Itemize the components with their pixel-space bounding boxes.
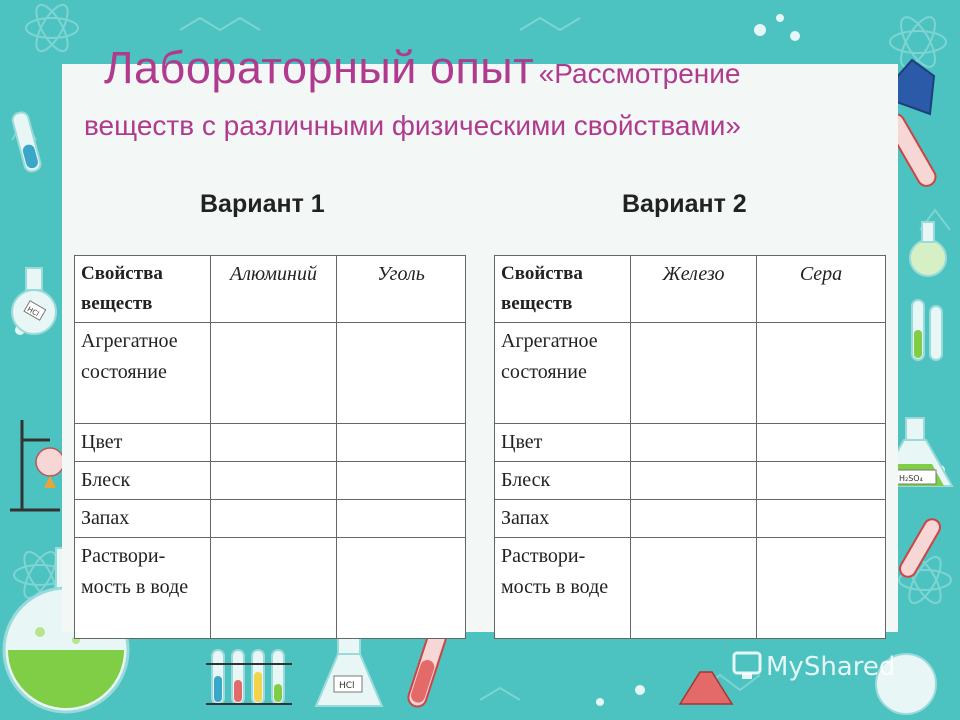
svg-text:MyShared: MyShared [766,652,896,682]
table-header-substance: Уголь [337,256,466,323]
table-cell [337,424,466,462]
small-green-flask-icon [910,222,946,276]
table-row-label: Блеск [495,462,631,500]
table-row-label: Запах [495,500,631,538]
slide-title-line2: веществ с различными физическими свойствами» [84,110,741,141]
table-cell [757,538,886,639]
table-row-label: Запах [75,500,211,538]
variant-2-table [494,255,886,639]
table-cell [631,538,757,639]
table-header-substance: Алюминий [211,256,337,323]
hcl-flask-icon [12,268,56,334]
table-header-properties: Свойства веществ [75,256,211,323]
red-test-tube-icon [406,627,448,709]
table-cell [211,424,337,462]
variant-1-heading: Вариант 1 [200,190,325,218]
table-row-label: Раствори-мость в воде [495,538,631,639]
table-row-label: Раствори-мость в воде [75,538,211,639]
table-row-label: Агрегатное состояние [75,323,211,424]
svg-text:HCl: HCl [25,305,41,319]
svg-text:H₂SO₄: H₂SO₄ [899,474,923,483]
table-row-label: Цвет [495,424,631,462]
myshared-watermark [732,645,932,685]
table-cell [757,323,886,424]
table-cell [631,424,757,462]
table-cell [631,323,757,424]
table-cell [211,500,337,538]
table-cell [757,462,886,500]
red-flask-icon [680,672,732,704]
table-cell [337,462,466,500]
myshared-logo-icon [732,645,932,685]
table-cell [337,323,466,424]
table-cell [631,500,757,538]
test-tube-rack-icon [206,650,292,704]
title-main: Лабораторный опыт [104,42,535,93]
table-header-substance: Сера [757,256,886,323]
table-row-label: Агрегатное состояние [495,323,631,424]
table-row-label: Блеск [75,462,211,500]
test-tube-icon [11,111,42,173]
lab-stand-icon [10,420,64,510]
table-cell [211,462,337,500]
table-cell [757,424,886,462]
hcl-bottle-icon [316,632,382,706]
right-rack-icon [912,300,942,360]
table-header-properties: Свойства веществ [495,256,631,323]
table-cell [337,538,466,639]
variant-1-table [74,255,466,639]
slide-title-line1 [104,42,894,94]
table-cell [211,323,337,424]
svg-text:HCl: HCl [339,681,355,691]
variant-2-heading: Вариант 2 [622,190,747,218]
table-row-label: Цвет [75,424,211,462]
table-header-substance: Железо [631,256,757,323]
table-cell [337,500,466,538]
title-sub-part1: «Рассмотрение [538,58,741,89]
table-cell [631,462,757,500]
table-cell [211,538,337,639]
table-cell [757,500,886,538]
